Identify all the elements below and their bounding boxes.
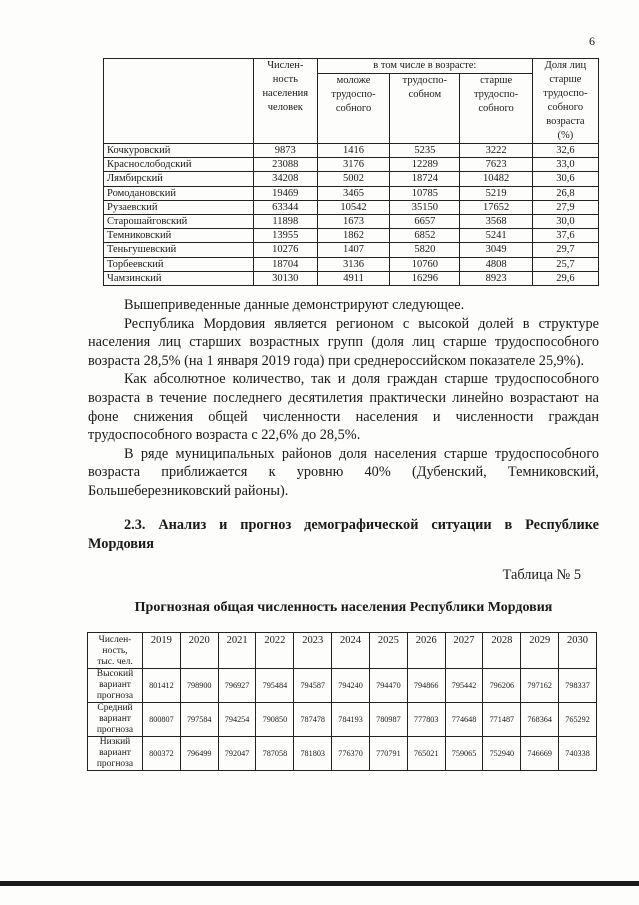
forecast-value-cell: 796206 (483, 669, 521, 703)
forecast-value-cell: 797162 (521, 669, 559, 703)
forecast-value-cell: 797584 (180, 703, 218, 737)
working-cell: 16296 (390, 271, 460, 285)
analysis-text (88, 296, 599, 501)
forecast-value-cell: 794254 (218, 703, 256, 737)
older-cell: 10482 (460, 172, 532, 186)
district-name-cell: Лямбирский (104, 172, 254, 186)
paragraph-3: Как абсолютное количество, так и доля граждан старше трудоспособного возраста в течение последнего десятилетия практически линейно возрастают на фоне снижения общей численности населения и численности граждан трудоспособного возраста с 22,6% до 28,5%. (88, 371, 599, 444)
forecast-row (88, 703, 597, 737)
older-cell: 5219 (460, 186, 532, 200)
district-name-cell: Торбеевский (104, 257, 254, 271)
forecast-value-cell: 800807 (143, 703, 181, 737)
forecast-value-cell: 792047 (218, 737, 256, 771)
forecast-value-cell: 746669 (521, 737, 559, 771)
forecast-value-cell: 790850 (256, 703, 294, 737)
forecast-value-cell: 798337 (559, 669, 597, 703)
older-cell: 17652 (460, 200, 532, 214)
forecast-value-cell: 787058 (256, 737, 294, 771)
forecast-variant-label: Средний вариант прогноза (88, 703, 143, 737)
working-header: трудоспо- собном (390, 74, 460, 144)
forecast-value-cell: 781803 (294, 737, 332, 771)
table-row (104, 214, 599, 228)
working-cell: 5820 (390, 243, 460, 257)
year-header: 2029 (521, 633, 559, 669)
working-cell: 10785 (390, 186, 460, 200)
forecast-value-cell: 774648 (445, 703, 483, 737)
section-heading: 2.3. Анализ и прогноз демографической ситуации в Республике Мордовия (88, 517, 599, 552)
younger-cell: 1862 (317, 229, 389, 243)
district-name-cell: Краснослободский (104, 158, 254, 172)
working-cell: 10760 (390, 257, 460, 271)
share-cell: 32,6 (532, 144, 598, 158)
younger-cell: 1407 (317, 243, 389, 257)
share-cell: 25,7 (532, 257, 598, 271)
forecast-value-cell: 794866 (407, 669, 445, 703)
table-row (104, 186, 599, 200)
population-cell: 10276 (253, 243, 317, 257)
forecast-value-cell: 794470 (369, 669, 407, 703)
older-cell: 5241 (460, 229, 532, 243)
working-cell: 6852 (390, 229, 460, 243)
paragraph-4: В ряде муниципальных районов доля населения старше трудоспособного возраста приближается к уровню 40% (Дубенский, Темниковский, Большеберезниковский районы). (88, 445, 599, 499)
share-cell: 29,7 (532, 243, 598, 257)
table-row (104, 144, 599, 158)
year-header: 2026 (407, 633, 445, 669)
younger-cell: 3465 (317, 186, 389, 200)
forecast-value-cell: 771487 (483, 703, 521, 737)
forecast-corner-header: Числен- ность, тыс. чел. (88, 633, 143, 669)
forecast-value-cell: 777803 (407, 703, 445, 737)
paragraph-1: Вышеприведенные данные демонстрируют следующее. (124, 297, 465, 313)
district-name-cell: Рузаевский (104, 200, 254, 214)
forecast-value-cell: 795484 (256, 669, 294, 703)
page-number: 6 (589, 34, 595, 48)
year-header: 2028 (483, 633, 521, 669)
forecast-value-cell: 740338 (559, 737, 597, 771)
older-cell: 3222 (460, 144, 532, 158)
younger-cell: 1673 (317, 214, 389, 228)
population-cell: 11898 (253, 214, 317, 228)
share-cell: 30,6 (532, 172, 598, 186)
population-cell: 13955 (253, 229, 317, 243)
working-cell: 5235 (390, 144, 460, 158)
forecast-value-cell: 765292 (559, 703, 597, 737)
working-cell: 35150 (390, 200, 460, 214)
older-cell: 3568 (460, 214, 532, 228)
forecast-variant-label: Высокий вариант прогноза (88, 669, 143, 703)
forecast-row (88, 669, 597, 703)
forecast-value-cell: 768364 (521, 703, 559, 737)
population-cell: 18704 (253, 257, 317, 271)
older-cell: 4808 (460, 257, 532, 271)
older-cell: 7623 (460, 158, 532, 172)
forecast-value-cell: 752940 (483, 737, 521, 771)
share-cell: 26,8 (532, 186, 598, 200)
table-row (104, 243, 599, 257)
share-cell: 33,0 (532, 158, 598, 172)
forecast-value-cell: 784193 (332, 703, 370, 737)
forecast-value-cell: 801412 (143, 669, 181, 703)
younger-cell: 5002 (317, 172, 389, 186)
table-row (104, 200, 599, 214)
table-row (104, 158, 599, 172)
older-cell: 8923 (460, 271, 532, 285)
forecast-value-cell: 770791 (369, 737, 407, 771)
year-header: 2023 (294, 633, 332, 669)
forecast-value-cell: 765021 (407, 737, 445, 771)
population-cell: 23088 (253, 158, 317, 172)
district-name-cell: Ромодановский (104, 186, 254, 200)
page-bottom-edge (0, 881, 639, 886)
younger-cell: 3176 (317, 158, 389, 172)
younger-cell: 3136 (317, 257, 389, 271)
district-name-cell: Кочкуровский (104, 144, 254, 158)
forecast-table (87, 632, 597, 771)
forecast-value-cell: 780987 (369, 703, 407, 737)
younger-cell: 10542 (317, 200, 389, 214)
district-name-cell: Темниковский (104, 229, 254, 243)
year-header: 2024 (332, 633, 370, 669)
forecast-value-cell: 776370 (332, 737, 370, 771)
population-cell: 9873 (253, 144, 317, 158)
district-header-empty (104, 59, 254, 144)
population-cell: 30130 (253, 271, 317, 285)
year-header: 2021 (218, 633, 256, 669)
year-header: 2030 (559, 633, 597, 669)
share-cell: 29,6 (532, 271, 598, 285)
population-cell: 63344 (253, 200, 317, 214)
share-cell: 37,6 (532, 229, 598, 243)
forecast-value-cell: 795442 (445, 669, 483, 703)
paragraph-2: Республика Мордовия является регионом с высокой долей в структуре населения лиц старших возрастных групп (доля лиц старше трудоспособного возраста 28,5% (на 1 января 2019 года) при среднероссийском показателе 25,9%). (88, 315, 599, 369)
table-row (104, 257, 599, 271)
working-cell: 12289 (390, 158, 460, 172)
forecast-value-cell: 798900 (180, 669, 218, 703)
forecast-value-cell: 800372 (143, 737, 181, 771)
table-row (104, 271, 599, 285)
working-cell: 18724 (390, 172, 460, 186)
forecast-value-cell: 796927 (218, 669, 256, 703)
district-name-cell: Старошайговский (104, 214, 254, 228)
district-population-table (103, 58, 599, 286)
population-header: Числен- ность населения человек (253, 59, 317, 144)
older-cell: 3049 (460, 243, 532, 257)
forecast-row (88, 737, 597, 771)
share-header: Доля лиц старше трудоспо- собного возраста (%) (532, 59, 598, 144)
forecast-value-cell: 794587 (294, 669, 332, 703)
share-cell: 30,0 (532, 214, 598, 228)
year-header: 2019 (143, 633, 181, 669)
year-header: 2027 (445, 633, 483, 669)
older-header: старше трудоспо- собного (460, 74, 532, 144)
table-row (104, 172, 599, 186)
year-header: 2020 (180, 633, 218, 669)
forecast-value-cell: 796499 (180, 737, 218, 771)
younger-header: моложе трудоспо- собного (317, 74, 389, 144)
younger-cell: 1416 (317, 144, 389, 158)
forecast-value-cell: 787478 (294, 703, 332, 737)
table-row (104, 229, 599, 243)
district-name-cell: Чамзинский (104, 271, 254, 285)
forecast-value-cell: 794240 (332, 669, 370, 703)
forecast-value-cell: 759065 (445, 737, 483, 771)
district-name-cell: Теньгушевский (104, 243, 254, 257)
forecast-variant-label: Низкий вариант прогноза (88, 737, 143, 771)
working-cell: 6657 (390, 214, 460, 228)
age-group-header: в том числе в возрасте: (317, 59, 532, 74)
population-cell: 34208 (253, 172, 317, 186)
forecast-table-title: Прогнозная общая численность населения Республики Мордовия (134, 600, 553, 615)
year-header: 2025 (369, 633, 407, 669)
share-cell: 27,9 (532, 200, 598, 214)
population-cell: 19469 (253, 186, 317, 200)
table-number: Таблица № 5 (502, 567, 581, 583)
year-header: 2022 (256, 633, 294, 669)
younger-cell: 4911 (317, 271, 389, 285)
